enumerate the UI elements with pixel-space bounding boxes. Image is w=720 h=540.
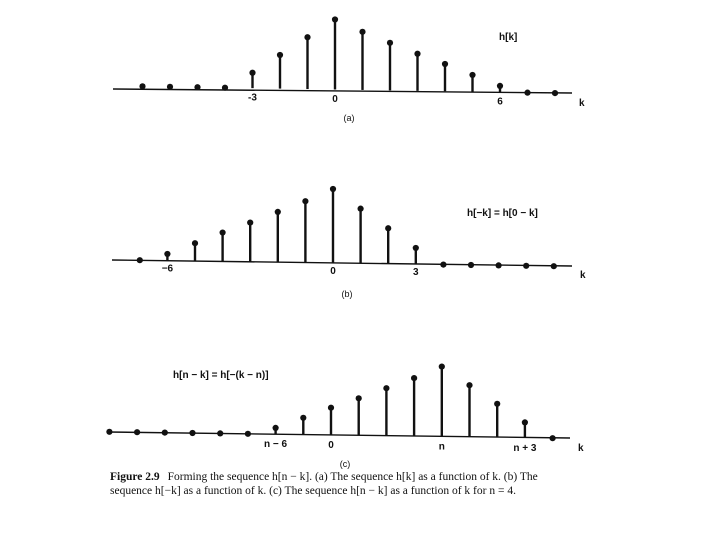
stem-marker <box>300 415 306 421</box>
stem-marker <box>134 429 140 435</box>
stem-marker <box>469 72 475 78</box>
stem-marker <box>551 263 557 269</box>
panel-a <box>113 16 585 123</box>
panel-b-subcaption: (b) <box>341 289 353 299</box>
tick-label: 3 <box>413 267 419 279</box>
stem-marker <box>358 206 364 212</box>
tick-label: 0 <box>328 440 334 451</box>
stem-marker <box>275 209 281 215</box>
stem-marker <box>249 70 255 76</box>
stem-marker <box>164 251 170 257</box>
stem-marker <box>330 186 336 192</box>
stem-marker <box>194 84 200 90</box>
tick-label: n + 3 <box>513 442 537 454</box>
figure-caption <box>110 471 570 498</box>
stem-marker <box>550 435 556 441</box>
stem-marker <box>468 262 474 268</box>
stem-marker <box>304 34 310 40</box>
stem-marker <box>411 375 417 381</box>
stem-marker <box>222 85 228 91</box>
tick-label: 0 <box>332 94 338 105</box>
tick-label: 6 <box>497 96 503 108</box>
stem-marker <box>385 225 391 231</box>
stem-marker <box>106 429 112 435</box>
stem-marker <box>247 219 253 225</box>
stem-marker <box>466 382 472 388</box>
stem-marker <box>413 245 419 251</box>
stem-marker <box>439 364 445 370</box>
panel-a-axis-label: k <box>579 98 585 109</box>
stem-marker <box>273 425 279 431</box>
stem-marker <box>496 262 502 268</box>
stem-marker <box>552 90 558 96</box>
panel-c-subcaption: (c) <box>339 459 351 469</box>
tick-label: −6 <box>161 263 174 275</box>
tick-label: 0 <box>330 266 336 277</box>
figure-caption-label: Figure 2.9 <box>110 471 160 483</box>
panel-c <box>106 364 584 470</box>
panel-b-stems <box>137 186 557 269</box>
panel-a-signal-label: h[k] <box>499 32 518 43</box>
panel-b <box>112 186 586 299</box>
panel-a-k-axis <box>113 89 572 93</box>
panel-b-axis-label: k <box>580 270 586 281</box>
stem-marker <box>217 430 223 436</box>
stem-marker <box>302 198 308 204</box>
stem-marker <box>387 40 393 46</box>
panel-a-tick-labels <box>248 93 503 108</box>
panel-a-stems <box>139 16 558 96</box>
stem-marker <box>494 401 500 407</box>
panel-b-k-axis <box>112 260 572 266</box>
panel-a-subcaption: (a) <box>343 113 355 123</box>
stem-marker <box>359 29 365 35</box>
stem-marker <box>137 257 143 263</box>
stem-marker <box>139 83 145 89</box>
stem-marker <box>497 83 503 89</box>
stem-marker <box>189 430 195 436</box>
stem-marker <box>277 52 283 58</box>
stem-marker <box>442 61 448 67</box>
stem-marker <box>414 51 420 57</box>
stem-marker <box>220 229 226 235</box>
stem-marker <box>524 90 530 96</box>
figure-caption-text: Forming the sequence h[n − k]. (a) The sequence h[k] as a function of k. (b) The sequence h[−k] as a function of k. (c) The sequence h[n − k] as a function of k for n = 4. <box>110 471 538 497</box>
panel-c-axis-label: k <box>578 443 584 454</box>
panel-c-signal-label: h[n − k] = h[−(k − n)] <box>173 370 269 381</box>
stem-marker <box>167 84 173 90</box>
panel-c-k-axis <box>108 432 570 438</box>
tick-label: -3 <box>248 92 257 104</box>
stem-marker <box>522 419 528 425</box>
panel-b-tick-labels <box>162 264 419 279</box>
stem-marker <box>332 16 338 22</box>
stem-marker <box>328 405 334 411</box>
panel-b-signal-label: h[−k] = h[0 − k] <box>467 208 538 219</box>
stem-marker <box>192 240 198 246</box>
stem-marker <box>356 395 362 401</box>
tick-label: n <box>438 441 445 453</box>
tick-label: n − 6 <box>264 439 288 451</box>
stem-marker <box>440 262 446 268</box>
stem-marker <box>245 431 251 437</box>
stem-marker <box>162 430 168 436</box>
panel-c-tick-labels <box>264 439 537 454</box>
stem-marker <box>523 263 529 269</box>
stem-marker <box>383 385 389 391</box>
